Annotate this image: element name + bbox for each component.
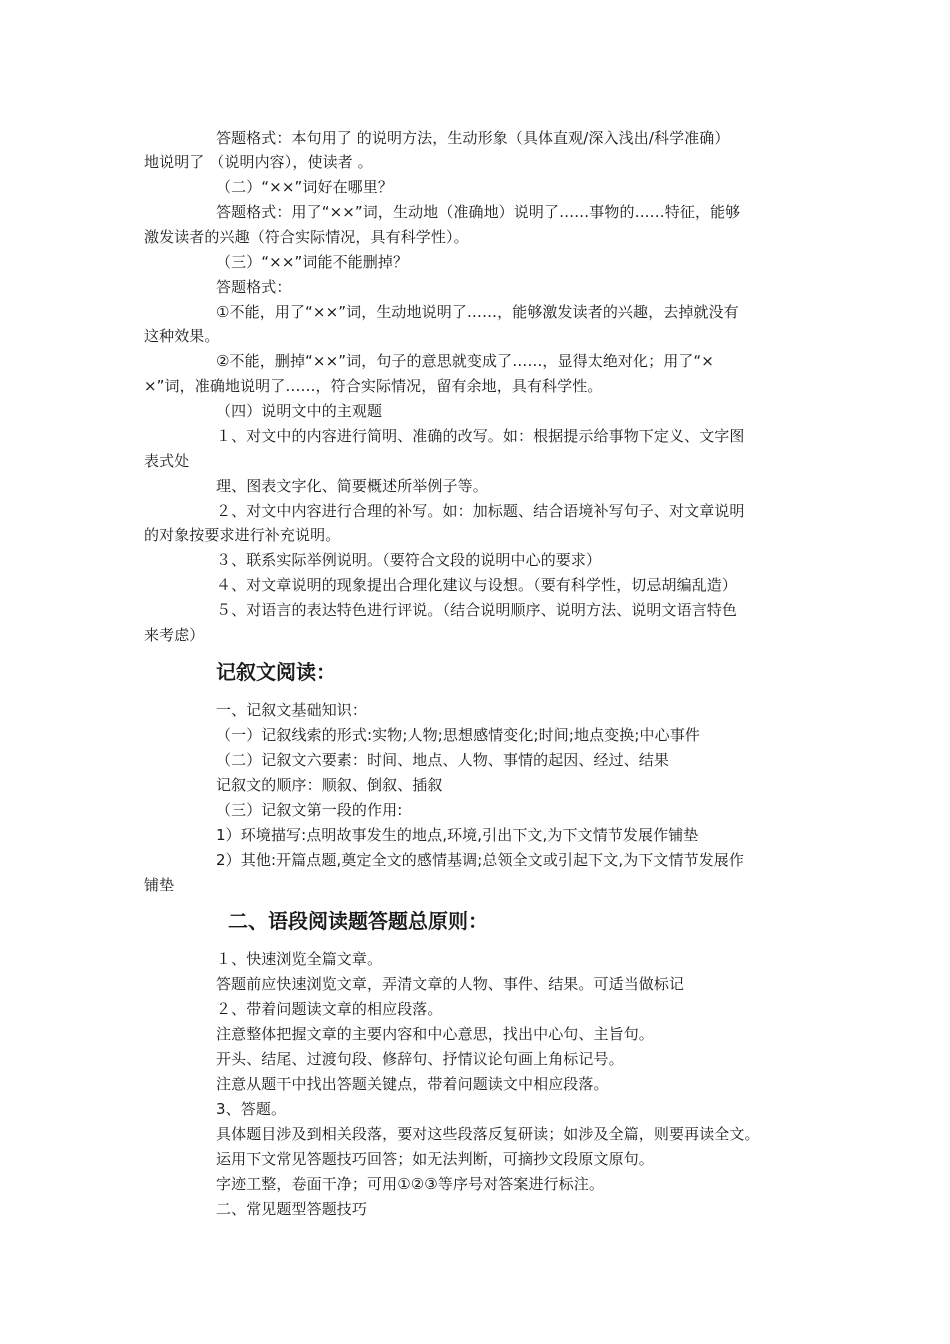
text-line: 3、答题。 (216, 1100, 287, 1118)
text-line: 地说明了 （说明内容），使读者 。 (144, 153, 373, 171)
text-line: （二）记叙文六要素：时间、地点、人物、事情的起因、经过、结果 (216, 751, 670, 769)
text-line: 表式处 (144, 452, 190, 470)
text-line: 答题格式： (216, 278, 292, 296)
text-line: 答题前应快速浏览文章，弄清文章的人物、事件、结果。可适当做标记 (216, 975, 685, 993)
text-line: （一）记叙线索的形式:实物;人物;思想感情变化;时间;地点变换;中心事件 (216, 726, 700, 744)
text-line: ３、联系实际举例说明。（要符合文段的说明中心的要求） (216, 551, 602, 569)
text-line: ５、对语言的表达特色进行评说。（结合说明顺序、说明方法、说明文语言特色 (216, 601, 738, 619)
text-line: 字迹工整，卷面干净；可用①②③等序号对答案进行标注。 (216, 1175, 604, 1193)
text-line: 答题格式：本句用了 的说明方法，生动形象（具体直观/深入浅出/科学准确） (216, 129, 730, 147)
text-line: 二、常见题型答题技巧 (216, 1200, 368, 1218)
text-line: 具体题目涉及到相关段落，要对这些段落反复研读；如涉及全篇，则要再读全文。 (216, 1125, 760, 1143)
text-line: 理、图表文字化、简要概述所举例子等。 (216, 477, 488, 495)
text-line: 2）其他:开篇点题,奠定全文的感情基调;总领全文或引起下文,为下文情节发展作 (216, 851, 744, 869)
text-line: 1）环境描写:点明故事发生的地点,环境,引出下文,为下文情节发展作铺垫 (216, 826, 699, 844)
text-line: 来考虑） (144, 626, 205, 644)
text-line: 记叙文的顺序：顺叙、倒叙、插叙 (216, 776, 443, 794)
text-line: ２、带着问题读文章的相应段落。 (216, 1000, 443, 1018)
text-line: 一、记叙文基础知识： (216, 701, 368, 719)
text-line: 运用下文常见答题技巧回答；如无法判断，可摘抄文段原文原句。 (216, 1150, 654, 1168)
text-line: ②不能，删掉“××”词，句子的意思就变成了……，显得太绝对化；用了“× (216, 352, 714, 370)
text-line: 的对象按要求进行补充说明。 (144, 526, 341, 544)
text-line: 答题格式：用了“××”词，生动地（准确地）说明了……事物的……特征，能够 (216, 203, 741, 221)
text-line: （三）记叙文第一段的作用: (216, 801, 403, 819)
text-line: ×”词，准确地说明了……，符合实际情况，留有余地，具有科学性。 (144, 377, 603, 395)
text-line: 开头、结尾、过渡句段、修辞句、抒情议论句画上角标记号。 (216, 1050, 624, 1068)
text-line: 激发读者的兴趣（符合实际情况，具有科学性）。 (144, 228, 469, 246)
text-line: 注意从题干中找出答题关键点，带着问题读文中相应段落。 (216, 1075, 609, 1093)
text-line: ①不能，用了“××”词，生动地说明了……，能够激发读者的兴趣，去掉就没有 (216, 303, 739, 321)
text-line: 铺垫 (144, 876, 175, 894)
text-line: １、快速浏览全篇文章。 (216, 950, 383, 968)
text-line: １、对文中的内容进行简明、准确的改写。如：根据提示给事物下定义、文字图 (216, 427, 745, 445)
text-line: （二）“××”词好在哪里？ (216, 178, 393, 196)
section-heading: 记叙文阅读： (216, 660, 336, 684)
text-line: 这种效果。 (144, 327, 220, 345)
text-line: （四）说明文中的主观题 (216, 402, 383, 420)
text-line: ２、对文中内容进行合理的补写。如：加标题、结合语境补写句子、对文章说明 (216, 502, 745, 520)
text-line: （三）“××”词能不能删掉？ (216, 253, 409, 271)
section-heading: 二、语段阅读题答题总原则： (228, 909, 488, 933)
text-line: 注意整体把握文章的主要内容和中心意思，找出中心句、主旨句。 (216, 1025, 654, 1043)
text-line: ４、对文章说明的现象提出合理化建议与设想。（要有科学性，切忌胡编乱造） (216, 576, 738, 594)
